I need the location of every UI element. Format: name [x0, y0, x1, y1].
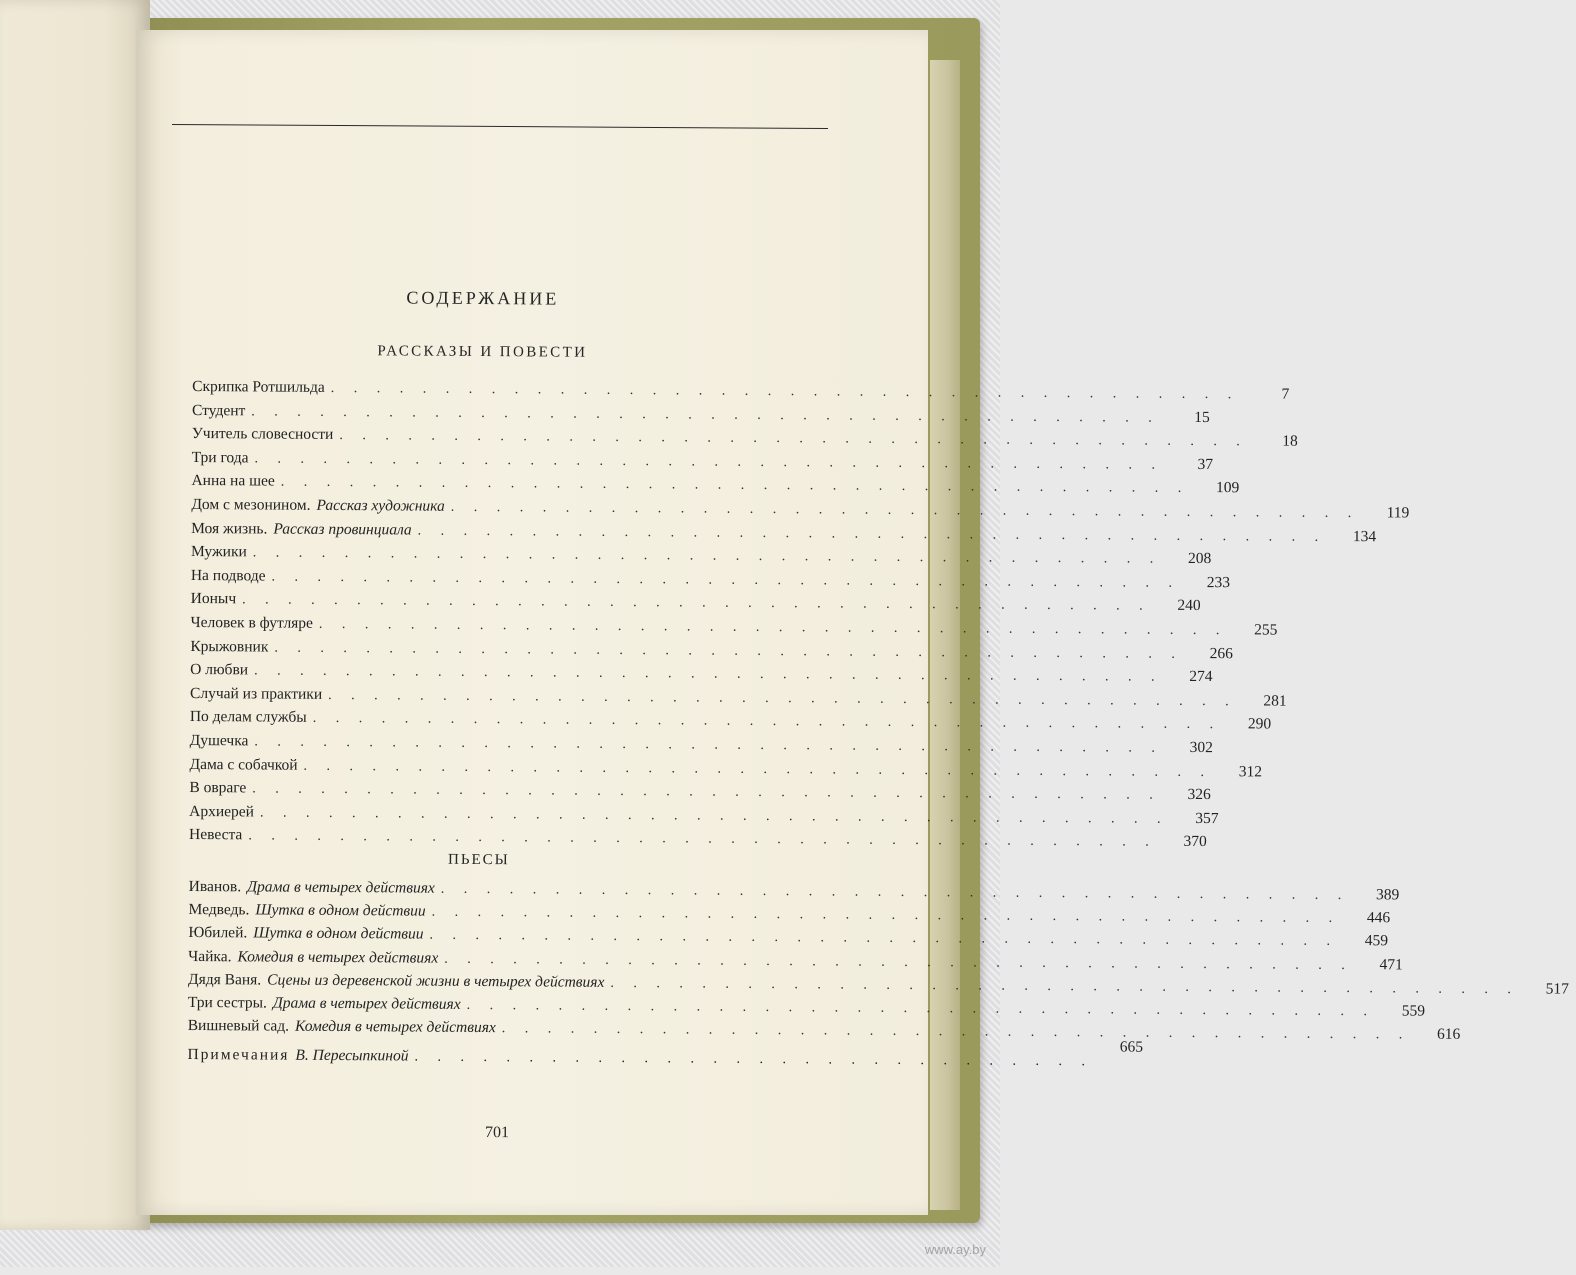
- entry-page: 37: [1197, 455, 1214, 473]
- entry-title: По делам службы: [189, 708, 307, 727]
- leader-dots: . . . . . . . . . . . . . . . . . . . . . . . . . . . . . . . . . . . . . . . .: [248, 828, 1157, 851]
- entry-page: 274: [1189, 668, 1213, 686]
- entry-subtitle: Комедия в четырех действиях: [237, 947, 439, 967]
- entry-subtitle: Сцены из деревенской жизни в четырех действиях: [267, 971, 605, 991]
- entry-title: Дядя Ваня.: [187, 970, 262, 989]
- entry-page: 240: [1177, 597, 1201, 615]
- entry-title: Три сестры.: [187, 993, 267, 1012]
- entry-page: 357: [1195, 809, 1219, 827]
- leader-dots: . . . . . . . . . . . . . . . . . . . . . . . . . . . . . . . . . . . . . . . .: [280, 474, 1190, 497]
- entry-page: 559: [1401, 1002, 1426, 1020]
- entry-title: Дама с собачкой: [189, 755, 298, 774]
- entry-title: Юбилей.: [188, 924, 248, 942]
- entry-page: 312: [1238, 762, 1263, 780]
- entry-page: 119: [1386, 504, 1410, 522]
- leader-dots: . . . . . . . . . . . . . . . . . . . . . . . . . . . . . . . . . . . . . . . .: [450, 499, 1360, 522]
- leader-dots: . . . . . . . . . . . . . . . . . . . . . . . . . . . . . . . . . . . . . . . .: [440, 881, 1350, 904]
- entry-title: Мужики: [190, 543, 247, 561]
- entry-page: 302: [1189, 738, 1213, 757]
- entry-title: Иванов.: [188, 877, 242, 896]
- watermark: www.ay.by: [924, 1242, 986, 1257]
- leader-dots: . . . . . . . . . . . . . . . . . . . . . . . . . . . . . . . . . . . . . . . .: [274, 640, 1183, 662]
- entry-title: Душечка: [189, 731, 249, 750]
- entry-title: Три года: [191, 448, 249, 467]
- entry-page: 326: [1187, 786, 1211, 804]
- entry-page: 389: [1376, 886, 1400, 904]
- entry-subtitle: Шутка в одном действии: [255, 901, 426, 920]
- entry-page: 18: [1282, 432, 1298, 450]
- notes-author: В. Пересыпкиной: [295, 1046, 409, 1065]
- contents-heading: СОДЕРЖАНИЕ: [406, 287, 560, 309]
- notes-label: Примечания: [187, 1045, 290, 1064]
- entry-title: Учитель словесности: [191, 425, 334, 444]
- entry-subtitle: Комедия в четырех действиях: [295, 1017, 496, 1037]
- entry-page: 616: [1437, 1025, 1461, 1043]
- entry-subtitle: Рассказ провинциала: [273, 520, 412, 539]
- leader-dots: . . . . . . . . . . . . . . . . . . . . . . . . . . . . . . . . . . . . . . . .: [303, 758, 1213, 780]
- leader-dots: . . . . . . . . . . . . . . . . . . . . . . . . . . . . . . . . . . . . . . . .: [431, 904, 1341, 927]
- leader-dots: . . . . . . . . . . . . . . . . . . . . . . . . . . . . . . . . . . . . . . . .: [254, 451, 1164, 473]
- entry-page: 370: [1183, 833, 1207, 851]
- plays-heading: ПЬЕСЫ: [447, 851, 510, 869]
- entry-page: 446: [1366, 909, 1391, 927]
- toc-entry: [188, 826, 1207, 854]
- entry-subtitle: Рассказ художника: [316, 496, 445, 515]
- entry-subtitle: Шутка в одном действии: [253, 924, 424, 943]
- entry-page: 7: [1281, 385, 1290, 403]
- entry-page: 459: [1364, 932, 1389, 950]
- leader-dots: . . . . . . . . . . . . . . . . . . . . . . . . . . . . . . . . . . . . . . . .: [610, 975, 1519, 998]
- entry-title: На подводе: [190, 566, 266, 585]
- entry-title: О любви: [190, 661, 249, 679]
- entry-page: 109: [1215, 479, 1240, 497]
- leader-dots: . . . . . . . . . . . . . . . . . . . . . . . . . . . . . . . . . . . . . . . .: [254, 734, 1163, 756]
- entry-title: Скрипка Ротшильда: [192, 377, 325, 396]
- entry-title: Студент: [191, 401, 246, 419]
- entry-page: 233: [1206, 573, 1231, 591]
- leader-dots: . . . . . . . . . . . . . . . . . . . . . . . . . . . . . . . . . . . . . . . .: [312, 711, 1222, 733]
- entry-subtitle: Драма в четырех действиях: [247, 878, 435, 897]
- entry-page: 134: [1352, 527, 1377, 545]
- stories-list: [188, 377, 1410, 854]
- entry-page: 266: [1209, 644, 1233, 662]
- notes-page: 665: [1119, 1038, 1144, 1056]
- leader-dots: . . . . . . . . . . . . . . . . . . . . . . . . . . . . . . . . . . . . . . . .: [254, 663, 1163, 685]
- leader-dots: . . . . . . . . . . . . . . . . . . . . . . . . . . . . . . . . . . . . . . . .: [328, 687, 1237, 710]
- entry-title: Архиерей: [189, 802, 255, 821]
- stories-heading: РАССКАЗЫ И ПОВЕСТИ: [377, 343, 588, 361]
- toc-entry: [187, 1017, 1461, 1044]
- entry-title: Человек в футляре: [190, 613, 314, 632]
- entry-title: Вишневый сад.: [187, 1017, 290, 1035]
- notes-entry: [187, 1038, 1144, 1070]
- leader-dots: . . . . . . . . . . . . . . . . . . . . . . . . . . . . . . . . . . . . . . . .: [339, 428, 1248, 450]
- leader-dots: . . . . . . . . . . . . . . . . . . . . . . . . . . . . . . . . . . . . . . . .: [271, 569, 1181, 591]
- leader-dots: . . . . . . . . . . . . . . . . . . . . . . . . . . . . . . . . . . . . . . . .: [318, 616, 1228, 639]
- entry-title: Случай из практики: [189, 684, 323, 703]
- leader-dots: . . . . . . . . . . . . . . . . . . . . . . . . . . . . . . . . . . . . . . . .: [252, 545, 1162, 567]
- leader-dots: . . . . . . . . . . . . . . . . . . . . . . . . . . . . . . . . . . . . . . . .: [330, 380, 1240, 403]
- entry-page: 290: [1247, 715, 1272, 733]
- entry-page: 471: [1379, 955, 1403, 974]
- leader-dots: . . . . . . . . . . . . . . . . . . . . . . . . . . . . . . . . . . . . . . . .: [259, 805, 1169, 827]
- entry-title: Моя жизнь.: [191, 519, 268, 538]
- leader-dots: . . . . . . . . . . . . . . . . . . . . . . . . . . . . . . . . . . . . . . . .: [242, 592, 1151, 615]
- entry-title: Дом с мезонином.: [191, 495, 311, 514]
- entry-page: 208: [1187, 550, 1212, 568]
- leader-dots: . . . . . . . . . . . . . . . . . . . . . . . . . . . . . . . . . . . . . . . .: [501, 1021, 1411, 1043]
- leader-dots: . . . . . . . . . . . . . . . . . . . . . . . . . . . . . . . . . . . . . . . .: [252, 781, 1161, 803]
- leader-dots: . . . . . . . . . . . . . . . . . . . . . . . . . . . . . . . . . . . . . . . .: [429, 928, 1339, 950]
- entry-page: 281: [1263, 692, 1287, 710]
- entry-page: 255: [1254, 621, 1278, 639]
- entry-title: Чайка.: [188, 947, 232, 965]
- entry-title: Ионыч: [190, 590, 237, 608]
- leader-dots: . . . . . . . . . . . . . . . . . . . . . . . . . . . . . . . . . . . . . . . .: [417, 523, 1327, 545]
- leader-dots: . . . . . . . . . . . . . . . . . . . . . . . . . . . . . . . . . . . . . . . .: [444, 951, 1353, 973]
- leader-dots: . . . . . . . . . . . . . . . . . . . . . . . . . . . . . . . . . . . . . . . .: [251, 403, 1160, 426]
- leader-dots: . . . . . . . . . . . . . . . . . . . . . . . . . . . . . . . . . . . . . . . .: [466, 997, 1376, 1020]
- entry-subtitle: Драма в четырех действиях: [272, 994, 461, 1013]
- entry-title: Анна на шее: [191, 472, 275, 490]
- entry-title: Медведь.: [188, 901, 250, 919]
- entry-title: Невеста: [188, 826, 243, 844]
- page-number: 701: [484, 1124, 510, 1142]
- leader-dots: . . . . . . . . . . . . . . . . . . . . . . . . . . . . . .: [414, 1049, 1094, 1070]
- entry-page: 15: [1194, 408, 1210, 426]
- entry-page: 517: [1545, 980, 1569, 998]
- entry-title: В овраге: [189, 779, 247, 797]
- entry-title: Крыжовник: [190, 637, 269, 656]
- plays-list: [187, 877, 1569, 1045]
